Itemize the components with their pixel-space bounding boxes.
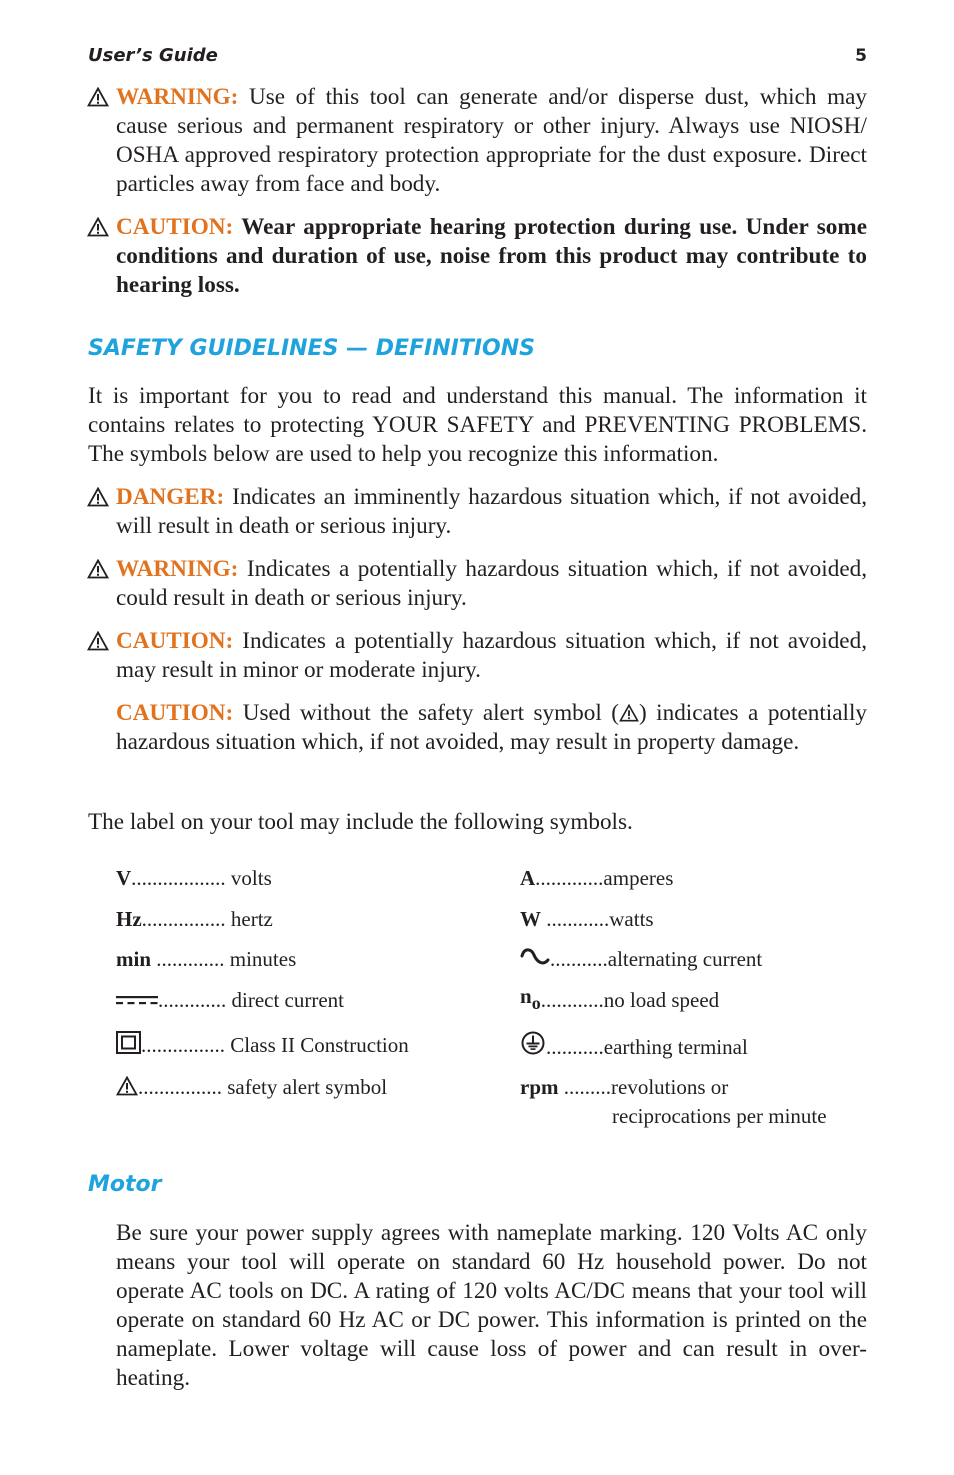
symbol-meaning: volts xyxy=(230,866,272,890)
class-ii-construction-icon xyxy=(116,1031,141,1054)
symbol-meaning: no load speed xyxy=(603,988,720,1012)
symbol-meaning: revolutions or xyxy=(611,1075,729,1099)
symbol-key: n xyxy=(520,984,532,1008)
symbol-meaning: amperes xyxy=(603,866,674,890)
symbol-row-amperes xyxy=(520,865,673,891)
section-heading-motor: Motor xyxy=(88,1172,162,1197)
symbol-meaning: hertz xyxy=(230,907,273,931)
symbol-row-hertz xyxy=(116,906,273,932)
leader-dots: ............. xyxy=(156,947,225,971)
caution-label: CAUTION: xyxy=(116,214,234,240)
caution-text-after: ) indicates a potentially hazardous situation which, if not avoided, may result in property damage. xyxy=(116,700,867,755)
leader-dots: ......... xyxy=(563,1075,611,1099)
safety-alert-icon xyxy=(87,87,109,107)
symbol-meaning: watts xyxy=(609,907,654,931)
warning-definition xyxy=(116,555,867,613)
section-heading-safety-guidelines: SAFETY GUIDELINES — DEFINITIONS xyxy=(88,336,535,361)
symbol-key: rpm xyxy=(520,1075,559,1099)
warning-text: Indicates a potentially hazardous situation which, if not avoided, could result in death or serious injury. xyxy=(116,556,867,611)
caution-label: CAUTION: xyxy=(116,700,234,726)
safety-alert-icon xyxy=(87,487,109,507)
leader-dots: .................. xyxy=(131,866,226,890)
warning-label: WARNING: xyxy=(116,84,239,110)
warning-text: Use of this tool can generate and/or disperse dust, which may cause serious and permanent respiratory or other injury. Always use NIOSH/ OSHA approved respiratory protection appropriate for the dust exposure. Direct particles away from face and body. xyxy=(116,84,867,197)
symbol-meaning: minutes xyxy=(229,947,297,971)
caution-definition xyxy=(116,627,867,685)
symbol-row-earthing-terminal xyxy=(520,1031,748,1060)
symbol-meaning: Class II Construction xyxy=(230,1033,409,1057)
danger-definition xyxy=(116,483,867,541)
alternating-current-icon xyxy=(520,947,550,969)
caution-no-symbol-definition xyxy=(116,699,867,757)
motor-paragraph: Be sure your power supply agrees with nameplate marking. 120 Volts AC only means your tool will operate on standard 60 Hz household power. Do not operate AC tools on DC. A rating of 120 volts AC/DC means that your tool will operate on standard 60 Hz AC or DC power. This information is printed on the nameplate. Lower voltage will cause loss of power and can result in over-heating. xyxy=(116,1220,867,1391)
safety-alert-icon xyxy=(619,704,639,722)
caution-hearing-paragraph xyxy=(116,213,867,300)
label-symbols-intro: The label on your tool may include the following symbols. xyxy=(88,809,633,835)
running-header-title: User’s Guide xyxy=(88,45,218,66)
leader-dots: ................ xyxy=(138,1075,222,1099)
leader-dots: ................ xyxy=(141,907,226,931)
symbol-rpm-meaning-line2: reciprocations per minute xyxy=(612,1104,827,1128)
safety-alert-icon xyxy=(87,631,109,651)
symbol-row-watts xyxy=(520,906,654,932)
page-number: 5 xyxy=(855,46,867,66)
symbol-row-no-load-speed xyxy=(520,984,720,1014)
caution-text: Indicates a potentially hazardous situation which, if not avoided, may result in minor or moderate injury. xyxy=(116,628,867,683)
safety-alert-icon xyxy=(87,217,109,237)
warning-dust-paragraph xyxy=(116,83,867,199)
symbol-key: V xyxy=(116,866,132,890)
intro-paragraph: It is important for you to read and understand this manual. The information it contains relates to protecting YOUR SAFETY and PREVENTING PROBLEMS. The symbols below are used to help you recognize this information. xyxy=(88,383,867,467)
symbol-row-volts xyxy=(116,865,272,891)
caution-text: Wear appropriate hearing protection during use. Under some conditions and duration of use, noise from this product may contribute to hearing loss. xyxy=(116,214,867,298)
leader-dots: ........... xyxy=(546,1035,604,1059)
leader-dots: ............ xyxy=(540,988,604,1012)
safety-alert-icon xyxy=(116,1076,138,1096)
danger-text: Indicates an imminently hazardous situation which, if not avoided, will result in death or serious injury. xyxy=(116,484,868,539)
direct-current-icon xyxy=(116,992,158,1008)
symbol-row-rpm xyxy=(520,1074,728,1100)
symbol-row-class-ii xyxy=(116,1031,409,1058)
leader-dots: ................ xyxy=(141,1033,225,1057)
symbol-row-direct-current xyxy=(116,987,344,1013)
caution-text-before: Used without the safety alert symbol ( xyxy=(242,700,619,726)
symbol-key: Hz xyxy=(116,907,142,931)
leader-dots: ........... xyxy=(550,947,608,971)
symbol-key: min xyxy=(116,947,152,971)
symbol-row-minutes xyxy=(116,946,296,972)
leader-dots: ............. xyxy=(158,988,227,1012)
caution-label: CAUTION: xyxy=(116,628,234,654)
danger-label: DANGER: xyxy=(116,484,225,510)
symbol-row-alternating-current xyxy=(520,946,762,972)
symbol-meaning: earthing terminal xyxy=(603,1035,748,1059)
symbol-meaning: direct current xyxy=(231,988,345,1012)
leader-dots: ............ xyxy=(546,907,610,931)
symbol-meaning: alternating current xyxy=(607,947,763,971)
symbol-key-subscript: o xyxy=(531,993,541,1013)
warning-label: WARNING: xyxy=(116,556,239,582)
earthing-terminal-icon xyxy=(520,1031,546,1055)
symbol-meaning: safety alert symbol xyxy=(227,1075,388,1099)
symbol-key: A xyxy=(520,866,536,890)
symbol-key: W xyxy=(520,907,541,931)
symbol-row-safety-alert xyxy=(116,1074,387,1100)
safety-alert-icon xyxy=(87,559,109,579)
leader-dots: ............. xyxy=(535,866,604,890)
